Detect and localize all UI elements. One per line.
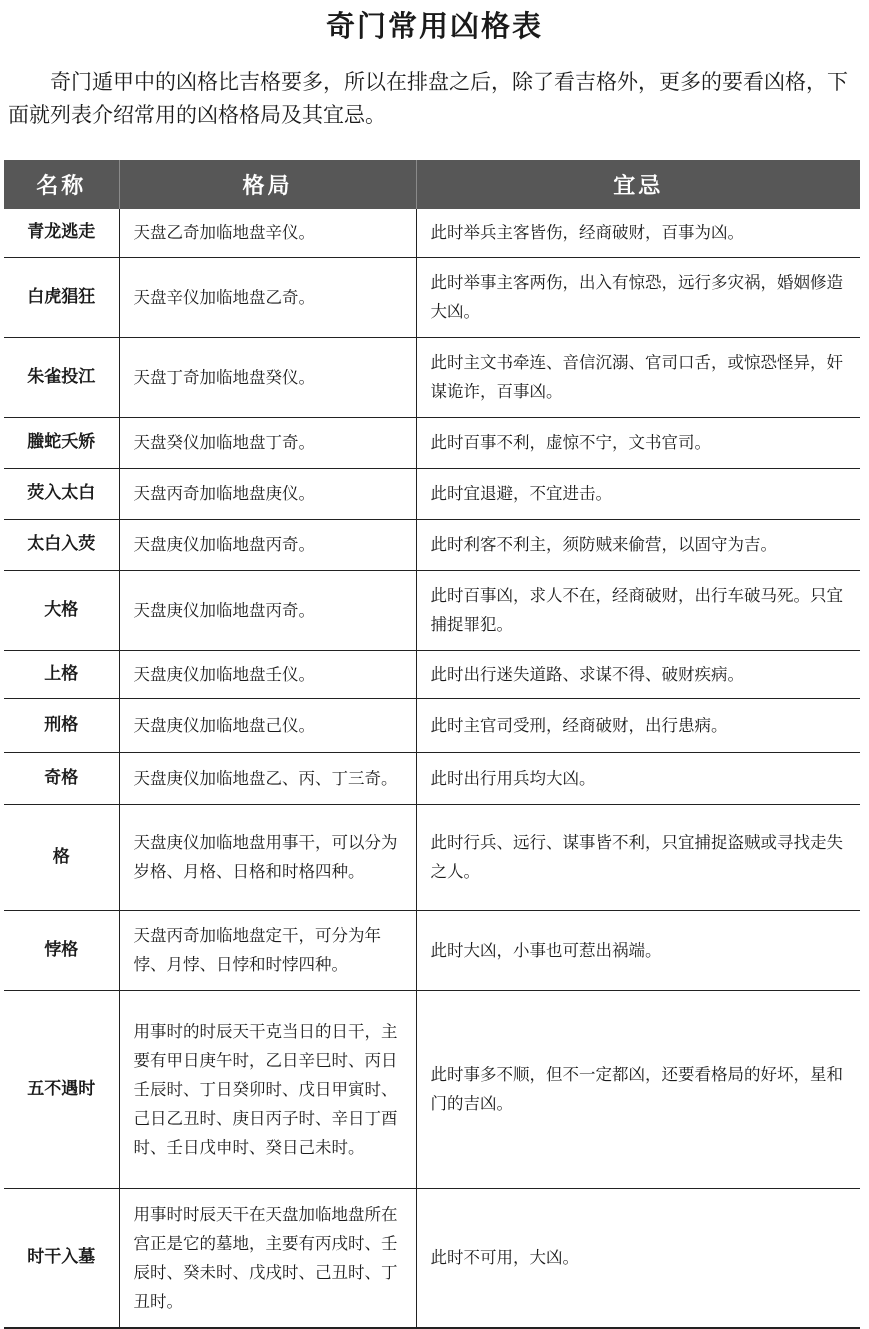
- table-row: [4, 519, 860, 570]
- row-name: 时干入墓: [4, 1188, 119, 1328]
- intro-paragraph: 奇门遁甲中的凶格比吉格要多，所以在排盘之后，除了看吉格外，更多的要看凶格，下面就列表介绍常用的凶格格局及其宜忌。: [8, 70, 848, 127]
- row-advice: 此时不可用，大凶。: [416, 1188, 860, 1328]
- row-name: 奇格: [4, 752, 119, 804]
- row-advice: 此时大凶，小事也可惹出祸端。: [416, 910, 860, 990]
- row-pattern: 天盘癸仪加临地盘丁奇。: [119, 417, 416, 468]
- row-advice: 此时宜退避，不宜进击。: [416, 468, 860, 519]
- row-name: 刑格: [4, 698, 119, 752]
- row-name: 格: [4, 804, 119, 910]
- row-advice: 此时举兵主客皆伤，经商破财，百事为凶。: [416, 209, 860, 257]
- row-pattern: 用事时的时辰天干克当日的日干，主要有甲日庚午时，乙日辛巳时、丙日壬辰时、丁日癸卯时、戊日甲寅时、己日乙丑时、庚日丙子时、辛日丁酉时、壬日戊申时、癸日己未时。: [119, 990, 416, 1188]
- row-pattern: 天盘庚仪加临地盘丙奇。: [119, 519, 416, 570]
- row-name: 太白入荧: [4, 519, 119, 570]
- row-advice: 此时主官司受刑，经商破财，出行患病。: [416, 698, 860, 752]
- table-row: [4, 337, 860, 417]
- row-pattern: 天盘丙奇加临地盘庚仪。: [119, 468, 416, 519]
- row-advice: 此时利客不利主，须防贼来偷营，以固守为吉。: [416, 519, 860, 570]
- table-row: [4, 468, 860, 519]
- table-row: [4, 650, 860, 698]
- row-name: 荧入太白: [4, 468, 119, 519]
- row-pattern: 天盘丁奇加临地盘癸仪。: [119, 337, 416, 417]
- row-pattern: 天盘丙奇加临地盘定干，可分为年悖、月悖、日悖和时悖四种。: [119, 910, 416, 990]
- row-advice: 此时举事主客两伤，出入有惊恐，远行多灾祸，婚姻修造大凶。: [416, 257, 860, 337]
- header-name: 名称: [4, 160, 119, 209]
- row-name: 朱雀投江: [4, 337, 119, 417]
- row-pattern: 天盘庚仪加临地盘壬仪。: [119, 650, 416, 698]
- row-advice: 此时事多不顺，但不一定都凶，还要看格局的好坏，星和门的吉凶。: [416, 990, 860, 1188]
- table-row: [4, 257, 860, 337]
- row-pattern: 天盘庚仪加临地盘己仪。: [119, 698, 416, 752]
- table-row: [4, 752, 860, 804]
- row-pattern: 天盘庚仪加临地盘用事干，可以分为岁格、月格、日格和时格四种。: [119, 804, 416, 910]
- header-advice: 宜忌: [416, 160, 860, 209]
- row-name: 青龙逃走: [4, 209, 119, 257]
- header-pattern: 格局: [119, 160, 416, 209]
- row-pattern: 天盘乙奇加临地盘辛仪。: [119, 209, 416, 257]
- table-row: [4, 910, 860, 990]
- table-row: [4, 1188, 860, 1328]
- row-advice: 此时行兵、远行、谋事皆不利，只宜捕捉盗贼或寻找走失之人。: [416, 804, 860, 910]
- row-pattern: 天盘庚仪加临地盘乙、丙、丁三奇。: [119, 752, 416, 804]
- table-row: [4, 417, 860, 468]
- row-pattern: 天盘庚仪加临地盘丙奇。: [119, 570, 416, 650]
- table-row: [4, 804, 860, 910]
- row-name: 上格: [4, 650, 119, 698]
- inauspicious-patterns-table: [4, 160, 860, 1329]
- row-name: 螣蛇夭矫: [4, 417, 119, 468]
- row-name: 白虎猖狂: [4, 257, 119, 337]
- row-advice: 此时出行迷失道路、求谋不得、破财疾病。: [416, 650, 860, 698]
- row-advice: 此时主文书牵连、音信沉溺、官司口舌，或惊恐怪异，奸谋诡诈，百事凶。: [416, 337, 860, 417]
- row-advice: 此时百事不利，虚惊不宁，文书官司。: [416, 417, 860, 468]
- table-row: [4, 570, 860, 650]
- table-row: [4, 209, 860, 257]
- row-pattern: 天盘辛仪加临地盘乙奇。: [119, 257, 416, 337]
- table-header-row: [4, 160, 860, 209]
- row-advice: 此时百事凶，求人不在，经商破财，出行车破马死。只宜捕捉罪犯。: [416, 570, 860, 650]
- row-name: 悖格: [4, 910, 119, 990]
- row-name: 大格: [4, 570, 119, 650]
- row-pattern: 用事时时辰天干在天盘加临地盘所在宫正是它的墓地，主要有丙戌时、壬辰时、癸未时、戊戌时、己丑时、丁丑时。: [119, 1188, 416, 1328]
- table-row: [4, 990, 860, 1188]
- row-name: 五不遇时: [4, 990, 119, 1188]
- table-row: [4, 698, 860, 752]
- row-advice: 此时出行用兵均大凶。: [416, 752, 860, 804]
- page-title: 奇门常用凶格表: [325, 9, 543, 43]
